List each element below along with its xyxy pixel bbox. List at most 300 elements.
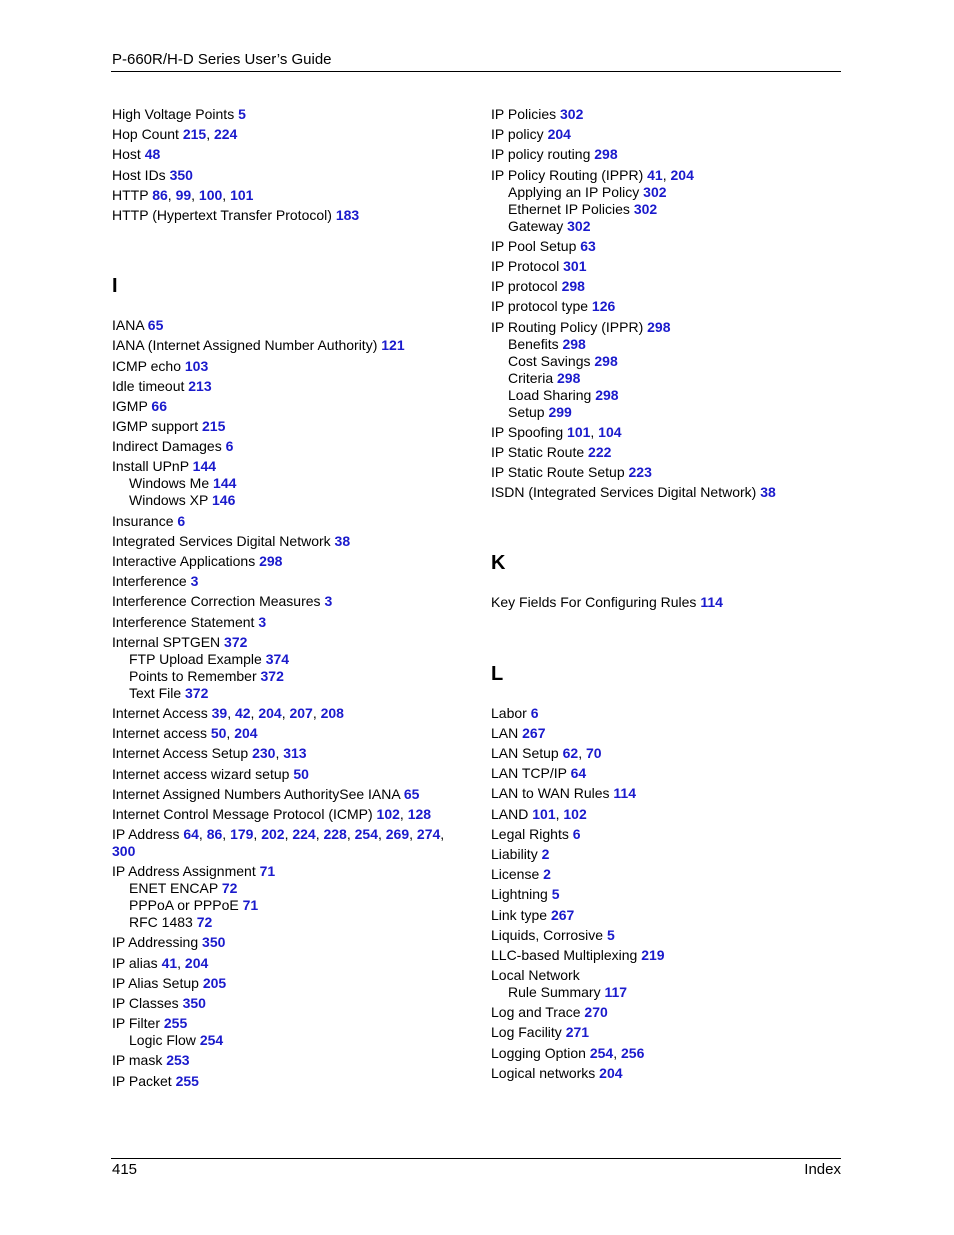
index-term: IP Packet [112, 1072, 172, 1089]
index-term: LLC-based Multiplexing [491, 946, 638, 963]
index-entry-group [112, 398, 462, 415]
page-link[interactable]: 101 [532, 805, 556, 822]
index-entry-lightning [491, 886, 841, 903]
index-entry-group [491, 146, 841, 163]
index-entry-license [491, 866, 841, 883]
index-term: Internet access [112, 725, 207, 742]
page-link[interactable]: 298 [562, 335, 586, 352]
index-term: IP Protocol [491, 257, 560, 274]
page-link[interactable]: 128 [407, 805, 432, 822]
index-term: Internet Control Message Protocol (ICMP) [112, 805, 373, 822]
index-term: LAND [491, 805, 529, 822]
page-link[interactable]: 183 [335, 206, 360, 223]
page-link[interactable]: 65 [147, 317, 164, 334]
index-term: IP Spoofing [491, 423, 564, 440]
page-link[interactable]: 6 [225, 438, 234, 455]
page-link[interactable]: 253 [166, 1052, 190, 1069]
page-link[interactable]: 298 [259, 553, 283, 569]
index-term: Benefits [508, 335, 559, 352]
index-term: Interference Correction Measures [112, 593, 321, 610]
page-link[interactable]: 101 [567, 423, 591, 440]
page-link[interactable]: 298 [561, 278, 585, 295]
index-term: Internet Access [112, 704, 208, 721]
page-link[interactable]: 213 [188, 377, 212, 394]
index-entry-group [491, 846, 841, 863]
index-subentry-applying-an-ip-policy [491, 184, 841, 201]
page-link[interactable]: 255 [175, 1072, 199, 1089]
page-link[interactable]: 350 [169, 166, 193, 183]
index-term: Text File [129, 684, 182, 701]
page-link[interactable]: 64 [183, 826, 199, 843]
index-term: IP Classes [112, 995, 179, 1011]
index-term: IP Address [112, 826, 180, 843]
page-link[interactable]: 71 [259, 863, 276, 880]
index-term: Log and Trace [491, 1004, 581, 1021]
index-term: Labor [491, 704, 527, 721]
page-link[interactable]: 5 [551, 886, 560, 903]
index-term: IP Addressing [112, 934, 199, 951]
index-subentry-setup [491, 404, 841, 421]
page-link[interactable]: 274 [416, 826, 441, 843]
index-entry-group [112, 573, 462, 590]
index-entry-ip-policy-routing [491, 146, 841, 163]
page-link[interactable]: 267 [522, 724, 546, 741]
spacer [112, 227, 462, 274]
index-term: IGMP [112, 397, 148, 414]
index-term: LAN [491, 724, 519, 741]
page-link[interactable]: 3 [190, 573, 199, 590]
page-link[interactable]: 114 [700, 594, 723, 611]
index-entry-group [491, 806, 841, 823]
index-term: Local Network [491, 967, 580, 984]
page-link[interactable]: 102 [376, 805, 400, 822]
index-entry-group [112, 934, 462, 951]
index-entry-host [112, 146, 462, 163]
page-link[interactable]: 62 [562, 745, 579, 761]
page-link[interactable]: 70 [585, 745, 602, 761]
index-subentry-gateway [491, 218, 841, 235]
page-link[interactable]: 6 [572, 825, 581, 842]
index-term: Integrated Services Digital Network [112, 532, 331, 549]
index-entry-group [112, 533, 462, 550]
index-entry-ip-static-route-setup [491, 464, 841, 481]
index-entry-group [112, 1015, 462, 1049]
index-entry-group [491, 967, 841, 1001]
page-link[interactable]: 146 [212, 492, 236, 509]
page-link[interactable]: 298 [595, 386, 619, 403]
section-name: Index [804, 1161, 841, 1178]
page-link[interactable]: 228 [323, 826, 347, 843]
page-link[interactable]: 126 [591, 298, 616, 315]
spacer [491, 504, 841, 551]
index-entry-igmp-support [112, 418, 462, 435]
page-link[interactable]: 99 [175, 186, 192, 203]
index-term: Legal Rights [491, 825, 569, 842]
page-link[interactable]: 299 [548, 403, 572, 420]
index-term: IANA (Internet Assigned Number Authority) [112, 337, 378, 354]
page-link[interactable]: 215 [182, 126, 207, 143]
index-term: HTTP [112, 186, 149, 203]
index-subentry-enet-encap [112, 880, 462, 897]
page-link[interactable]: 204 [599, 1064, 623, 1081]
index-entry-interference-correction-measures [112, 593, 462, 610]
index-entry-legal-rights [491, 826, 841, 843]
index-entry-internal-sptgen [112, 634, 462, 651]
index-term: Setup [508, 403, 545, 420]
page-link[interactable]: 179 [230, 826, 254, 843]
spacer [491, 575, 841, 594]
index-term: IP mask [112, 1052, 163, 1069]
index-subentry-points-to-remember [112, 668, 462, 685]
page-link[interactable]: 256 [621, 1044, 645, 1061]
index-entry-group [112, 167, 462, 184]
index-entry-group [112, 317, 462, 334]
page-link[interactable]: 223 [628, 464, 652, 481]
page-link[interactable]: 270 [584, 1004, 608, 1021]
index-letter-heading: K [491, 552, 506, 575]
index-entry-group [491, 785, 841, 802]
index-term: IP policy [491, 126, 544, 143]
index-entry-group [112, 458, 462, 509]
index-entry-group [491, 319, 841, 421]
index-term: Applying an IP Policy [508, 183, 640, 200]
index-entry-group [112, 513, 462, 530]
index-term: Log Facility [491, 1024, 562, 1041]
index-entry-ip-protocol [491, 278, 841, 295]
page-link[interactable]: 374 [265, 650, 290, 667]
index-entry-iana-internet-assigned-number-authority [112, 337, 462, 354]
index-term: Internal SPTGEN [112, 633, 221, 650]
page-link[interactable]: 5 [238, 106, 246, 122]
page-link[interactable]: 350 [182, 995, 206, 1011]
page-link[interactable]: 6 [530, 704, 539, 721]
index-term: Host [112, 146, 141, 163]
page-link[interactable]: 63 [580, 237, 596, 254]
page-link[interactable]: 38 [760, 484, 776, 501]
page-link[interactable]: 6 [177, 512, 186, 529]
index-entry-icmp-echo [112, 358, 462, 375]
index-term: Logic Flow [129, 1032, 196, 1049]
index-entry-ip-alias-setup [112, 975, 462, 992]
page-link[interactable]: 372 [224, 633, 248, 650]
index-entry-lan-setup: LAN Setup 62, 70 [491, 745, 602, 761]
page-link[interactable]: 300 [112, 843, 136, 860]
index-term: Internet Assigned Numbers AuthoritySee IANA [112, 785, 400, 802]
index-entry-host-ids [112, 167, 462, 184]
index-entry-group [112, 106, 462, 123]
index-term: Logical networks [491, 1064, 596, 1081]
page-link[interactable]: 313 [283, 745, 307, 762]
index-term: ENET ENCAP [129, 880, 218, 897]
page-link[interactable]: 350 [202, 934, 226, 951]
index-entry-group [491, 947, 841, 964]
page-link[interactable]: 372 [185, 684, 209, 701]
index-entry-group [112, 207, 462, 224]
index-subentry-benefits [491, 336, 841, 353]
index-entry-ip-policy-routing-ippr: IP Policy Routing (IPPR) 41, 204 [491, 166, 694, 183]
page-link[interactable]: 5 [606, 926, 615, 943]
page-link[interactable]: 224 [213, 126, 238, 143]
index-entry-group [491, 745, 841, 762]
page-link[interactable]: 42 [234, 704, 251, 721]
page-link[interactable]: 224 [292, 826, 316, 843]
page-link[interactable]: 269 [385, 826, 410, 843]
index-entry-isdn-integrated-services-digital-network [491, 484, 841, 501]
page-link[interactable]: 72 [221, 880, 238, 897]
index-term: Hop Count [112, 126, 179, 143]
page-link[interactable]: 372 [260, 667, 284, 684]
page-link[interactable]: 222 [588, 443, 612, 460]
index-entry-llc-based-multiplexing [491, 947, 841, 964]
index-term: Internet Access Setup [112, 745, 249, 762]
index-entry-liability [491, 846, 841, 863]
index-entry-ip-address: IP Address 64, 86, 179, 202, 224, 228, 254, 269, 274, 300 [112, 826, 445, 860]
index-entry-ip-packet [112, 1073, 462, 1090]
index-term: Points to Remember [129, 667, 257, 684]
index-entry-group [491, 484, 841, 501]
index-entry-group [112, 766, 462, 783]
index-entry-hop-count: Hop Count 215, 224 [112, 126, 238, 143]
index-entry-key-fields-for-configuring-rules [491, 594, 841, 611]
page-link[interactable]: 219 [641, 946, 665, 963]
page-link[interactable]: 144 [213, 475, 237, 492]
index-term: IP Static Route [491, 443, 585, 460]
index-term: IP alias [112, 954, 158, 971]
page-link[interactable]: 271 [565, 1024, 590, 1041]
index-term: Interference [112, 573, 187, 590]
index-subentry-pppoa-or-pppoe [112, 897, 462, 914]
index-entry-internet-assigned-numbers-authoritysee-iana [112, 786, 462, 803]
index-term: IP Routing Policy (IPPR) [491, 318, 644, 335]
index-entry-group [491, 126, 841, 143]
index-term: Interference Statement [112, 613, 255, 630]
page-link[interactable]: 117 [604, 984, 628, 1001]
index-entry-interactive-applications [112, 553, 462, 570]
index-term: IP Address Assignment [112, 863, 256, 880]
index-entry-group [112, 593, 462, 610]
page-link[interactable]: 71 [242, 897, 259, 914]
index-entry-lan [491, 725, 841, 742]
page-link[interactable]: 254 [589, 1044, 614, 1061]
index-subentry-ftp-upload-example [112, 651, 462, 668]
index-entry-ip-address-assignment [112, 863, 462, 880]
index-entry-group [112, 378, 462, 395]
index-subentry-windows-xp [112, 492, 462, 509]
index-entry-ip-policy [491, 126, 841, 143]
index-entry-group [491, 826, 841, 843]
index-entry-link-type [491, 907, 841, 924]
index-entry-group [112, 863, 462, 931]
index-entry-group [491, 1024, 841, 1041]
page-link[interactable]: 2 [541, 845, 550, 862]
page-link[interactable]: 104 [598, 423, 622, 440]
footer-rule [111, 1158, 841, 1159]
page-link[interactable]: 302 [643, 183, 667, 200]
index-entry-group [112, 1073, 462, 1090]
page-link[interactable]: 298 [594, 352, 618, 369]
index-entry-internet-access-wizard-setup [112, 766, 462, 783]
page-link[interactable]: 121 [381, 337, 405, 354]
index-column-left [112, 106, 462, 1093]
index-entry-ip-alias: IP alias 41, 204 [112, 954, 209, 971]
index-entry-group [112, 995, 462, 1012]
index-term: HTTP (Hypertext Transfer Protocol) [112, 206, 332, 223]
page-link[interactable]: 204 [258, 704, 282, 721]
page-link[interactable]: 208 [320, 704, 344, 721]
index-term: Internet access wizard setup [112, 765, 290, 782]
page-link[interactable]: 298 [594, 146, 618, 163]
page-link[interactable]: 205 [202, 974, 227, 991]
index-term: ISDN (Integrated Services Digital Network) [491, 484, 757, 501]
page-link[interactable]: 298 [557, 369, 581, 386]
index-term: Interactive Applications [112, 553, 256, 569]
index-entry-group [112, 146, 462, 163]
page-link[interactable]: 204 [184, 954, 209, 971]
index-entry-install-upnp [112, 458, 462, 475]
page-link[interactable]: 202 [261, 826, 285, 843]
page-link[interactable]: 48 [144, 146, 161, 163]
index-entry-lan-tcp-ip [491, 765, 841, 782]
page-link[interactable]: 38 [334, 532, 351, 549]
page-link[interactable]: 41 [647, 166, 663, 183]
page-link[interactable]: 144 [192, 458, 217, 475]
index-entry-indirect-damages [112, 438, 462, 455]
index-entry-ip-mask [112, 1052, 462, 1069]
page-link[interactable]: 302 [560, 106, 584, 122]
index-entry-idle-timeout [112, 378, 462, 395]
index-term: Load Sharing [508, 386, 592, 403]
index-term: Criteria [508, 369, 554, 386]
index-entry-group [491, 927, 841, 944]
index-entry-group [491, 278, 841, 295]
index-entry-group [112, 187, 462, 204]
page-link[interactable]: 72 [196, 914, 213, 931]
index-entry-group [112, 1052, 462, 1069]
index-term: Link type [491, 906, 548, 923]
index-entry-group [491, 106, 841, 123]
page-link[interactable]: 215 [202, 418, 226, 435]
index-entry-http: HTTP 86, 99, 100, 101 [112, 186, 254, 203]
index-entry-ip-routing-policy-ippr [491, 319, 841, 336]
running-header: P-660R/H-D Series User’s Guide [112, 51, 332, 68]
index-entry-lan-to-wan-rules [491, 785, 841, 802]
page-link[interactable]: 86 [152, 186, 168, 203]
index-term: Rule Summary [508, 984, 601, 1001]
index-entry-group [491, 765, 841, 782]
page-link[interactable]: 65 [403, 785, 420, 802]
index-term: Cost Savings [508, 352, 591, 369]
index-term: ICMP echo [112, 357, 181, 374]
index-subentry-cost-savings [491, 353, 841, 370]
page-link[interactable]: 267 [550, 906, 575, 923]
index-term: Lightning [491, 886, 548, 903]
index-subentry-ethernet-ip-policies [491, 201, 841, 218]
index-entry-local-network [491, 967, 841, 984]
index-entry-ip-spoofing: IP Spoofing 101, 104 [491, 423, 622, 440]
index-entry-group [112, 745, 462, 762]
index-entry-insurance [112, 513, 462, 530]
page-link[interactable]: 204 [547, 126, 571, 143]
index-entry-group [112, 806, 462, 823]
page-link[interactable]: 3 [324, 593, 333, 610]
index-entry-ip-filter [112, 1015, 462, 1032]
page-link[interactable]: 64 [570, 765, 587, 782]
page-link[interactable]: 50 [293, 765, 309, 782]
index-term: IGMP support [112, 418, 199, 435]
index-entry-igmp [112, 398, 462, 415]
index-entry-group [491, 725, 841, 742]
index-entry-liquids-corrosive [491, 927, 841, 944]
index-term: Logging Option [491, 1044, 586, 1061]
index-term: IP policy routing [491, 146, 591, 163]
page-link[interactable]: 301 [563, 257, 587, 274]
page-link[interactable]: 207 [289, 704, 313, 721]
index-entry-log-and-trace [491, 1004, 841, 1021]
page-link[interactable]: 3 [258, 613, 267, 630]
spacer [491, 615, 841, 662]
index-entry-internet-access: Internet Access 39, 42, 204, 207, 208 [112, 704, 344, 721]
index-entry-group [112, 337, 462, 354]
page-link[interactable]: 255 [163, 1015, 188, 1032]
index-entry-land: LAND 101, 102 [491, 805, 587, 822]
index-entry-ip-static-route [491, 444, 841, 461]
spacer [491, 686, 841, 705]
index-letter-heading: I [112, 275, 118, 298]
index-entry-interference-statement [112, 614, 462, 631]
page-link[interactable]: 230 [252, 745, 276, 762]
page-link[interactable]: 100 [198, 186, 223, 203]
page-link[interactable]: 66 [151, 397, 167, 414]
page-link[interactable]: 50 [210, 725, 227, 742]
index-entry-group [491, 907, 841, 924]
page-link[interactable]: 86 [206, 826, 223, 843]
index-entry-group [491, 298, 841, 315]
spacer [112, 298, 462, 317]
page-link[interactable]: 41 [161, 954, 178, 971]
index-entry-ip-policies [491, 106, 841, 123]
page-link[interactable]: 103 [184, 357, 209, 374]
index-entry-internet-access-setup: Internet Access Setup 230, 313 [112, 745, 307, 762]
index-entry-logging-option: Logging Option 254, 256 [491, 1044, 645, 1061]
page-link[interactable]: 2 [543, 866, 551, 883]
index-entry-internet-control-message-protocol-icmp: Internet Control Message Protocol (ICMP) 102, 128 [112, 805, 432, 822]
index-entry-group [112, 955, 462, 972]
page-link[interactable]: 102 [563, 805, 587, 822]
index-entry-group [112, 614, 462, 631]
index-subentry-text-file [112, 685, 462, 702]
index-subentry-logic-flow [112, 1032, 462, 1049]
index-entry-group [491, 444, 841, 461]
index-term: Host IDs [112, 166, 166, 183]
index-entry-iana [112, 317, 462, 334]
index-entry-ip-pool-setup [491, 238, 841, 255]
page-link[interactable]: 204 [670, 166, 694, 183]
page-link[interactable]: 39 [211, 704, 228, 721]
index-entry-group [491, 238, 841, 255]
page-link[interactable]: 114 [613, 785, 636, 802]
page-link[interactable]: 254 [199, 1032, 224, 1049]
index-entry-high-voltage-points [112, 106, 462, 123]
index-entry-ip-protocol-type [491, 298, 841, 315]
index-entry-integrated-services-digital-network [112, 533, 462, 550]
page-link[interactable]: 302 [633, 200, 658, 217]
page-link[interactable]: 254 [354, 826, 378, 843]
page-link[interactable]: 101 [230, 186, 254, 203]
index-term: IP Policies [491, 106, 557, 122]
page-link[interactable]: 298 [647, 318, 671, 335]
page-link[interactable]: 302 [567, 217, 591, 234]
page-link[interactable]: 204 [234, 725, 258, 742]
